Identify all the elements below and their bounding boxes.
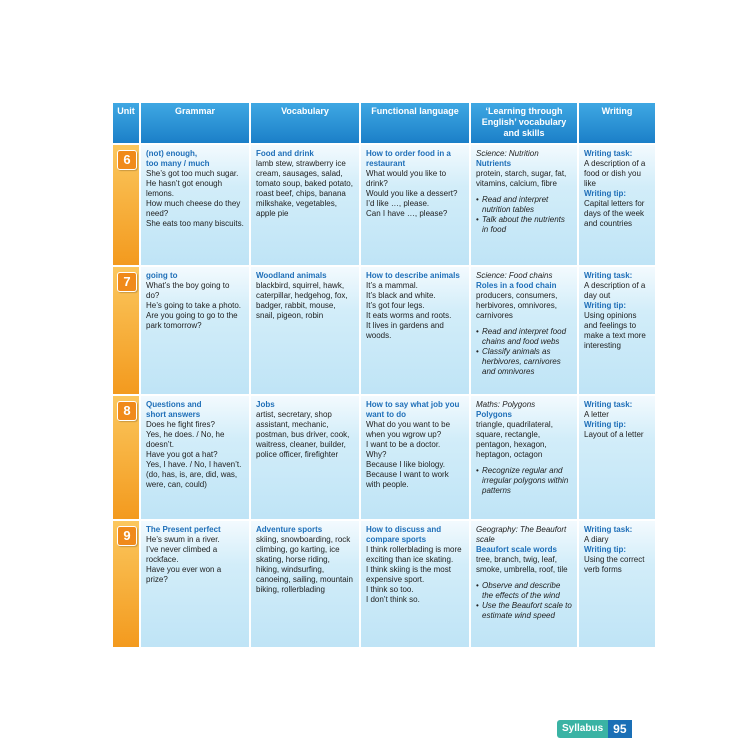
subject-label: Science: Food chains (476, 271, 553, 280)
subject-label: Maths: Polygons (476, 400, 536, 409)
page-number: 95 (608, 720, 631, 738)
functional-line: I think rollerblading is more exciting than ice skating. (366, 545, 462, 564)
grammar-heading: The Present perfect (146, 525, 221, 534)
page-footer (557, 720, 632, 738)
vocabulary-words: blackbird, squirrel, hawk, caterpillar, hedgehog, fox, badger, rabbit, mouse, snail, pigeon, robin (256, 281, 348, 320)
grammar-example: Are you going to go to the park tomorrow? (146, 311, 238, 330)
grammar-example: Yes, he does. / No, he doesn’t. (146, 430, 225, 449)
functional-heading: How to discuss and compare sports (366, 525, 442, 544)
functional-line: I think skiing is the most expensive sport. (366, 565, 451, 584)
grammar-cell (141, 145, 249, 265)
subject-label: Geography: The Beaufort scale (476, 525, 567, 544)
functional-cell (361, 145, 469, 265)
grammar-example: He’s going to take a photo. (146, 301, 242, 310)
grammar-heading: too many / much (146, 159, 210, 168)
vocabulary-heading: Adventure sports (256, 525, 323, 534)
learning-cell: Geography: The Beaufort scale Beaufort scale words tree, branch, twig, leaf, smoke, umbrella, roof, tile • Observe and describe the effects of the wind • Use the Beaufort scale to estimate wind speed (471, 521, 577, 647)
vocabulary-words: lamb stew, strawberry ice cream, sausages, salad, tomato soup, baked potato, roast beef, chips, banana milkshake, vegetables, apple pie (256, 159, 353, 218)
skill-bullet: Use the Beaufort scale to estimate wind speed (482, 601, 572, 620)
writing-task: A description of a day out (584, 281, 646, 300)
grammar-example: Does he fight fires? (146, 420, 215, 429)
grammar-heading: short answers (146, 410, 201, 419)
learning-heading: Polygons (476, 410, 513, 419)
grammar-example: Have you ever won a prize? (146, 565, 222, 584)
functional-line: I don’t think so. (366, 595, 420, 604)
grammar-example: (do, has, is, are, did, was, were, can, could) (146, 470, 238, 489)
functional-line: I think so too. (366, 585, 414, 594)
writing-tip-label: Writing tip: (584, 189, 627, 198)
writing-tip: Layout of a letter (584, 430, 644, 439)
unit-number-badge: 7 (117, 272, 137, 292)
grammar-heading: (not) enough, (146, 149, 198, 158)
grammar-example: She’s got too much sugar. (146, 169, 239, 178)
writing-cell (579, 267, 655, 394)
functional-line: It’s a mammal. (366, 281, 418, 290)
vocabulary-words: artist, secretary, shop assistant, mechanic, postman, bus driver, cook, waitress, cleaner, builder, police officer, firefighter (256, 410, 350, 459)
grammar-cell (141, 396, 249, 519)
learning-words: producers, consumers, herbivores, omnivores, carnivores (476, 291, 558, 320)
vocabulary-cell (251, 145, 359, 265)
header-functional-language: Functional language (361, 103, 469, 143)
writing-task-label: Writing task: (584, 400, 633, 409)
writing-tip-label: Writing tip: (584, 301, 627, 310)
section-label: Syllabus (557, 720, 608, 738)
functional-line: Why? (366, 450, 387, 459)
functional-line: It eats worms and roots. (366, 311, 452, 320)
header-writing: Writing (579, 103, 655, 143)
functional-line: It’s black and white. (366, 291, 436, 300)
writing-tip-label: Writing tip: (584, 420, 627, 429)
grammar-example: Have you got a hat? (146, 450, 218, 459)
writing-cell (579, 521, 655, 647)
skill-bullet: Observe and describe the effects of the wind (482, 581, 561, 600)
functional-line: It lives in gardens and woods. (366, 321, 444, 340)
grammar-example: I’ve never climbed a rockface. (146, 545, 218, 564)
functional-heading: How to order food in a restaurant (366, 149, 451, 168)
header-unit: Unit (113, 103, 139, 143)
header-learning-through-english: ‘Learning through English’ vocabulary and skills (471, 103, 577, 143)
header-vocabulary: Vocabulary (251, 103, 359, 143)
functional-heading: How to say what job you want to do (366, 400, 460, 419)
learning-cell: Science: Food chains Roles in a food chain producers, consumers, herbivores, omnivores, carnivores • Read and interpret food chains and food webs • Classify animals as herbivores, carnivores and omnivores (471, 267, 577, 394)
functional-line: What would you like to drink? (366, 169, 447, 188)
functional-line: Can I have …, please? (366, 209, 448, 218)
functional-line: It’s got four legs. (366, 301, 425, 310)
writing-cell (579, 145, 655, 265)
unit-number-badge: 9 (117, 526, 137, 546)
grammar-example: How much cheese do they need? (146, 199, 241, 218)
functional-line: Because I like biology. (366, 460, 446, 469)
header-grammar: Grammar (141, 103, 249, 143)
grammar-example: Yes, I have. / No, I haven’t. (146, 460, 242, 469)
writing-task: A letter (584, 410, 609, 419)
vocabulary-heading: Jobs (256, 400, 275, 409)
vocabulary-cell (251, 267, 359, 394)
writing-task-label: Writing task: (584, 271, 633, 280)
writing-tip-label: Writing tip: (584, 545, 627, 554)
subject-label: Science: Nutrition (476, 149, 539, 158)
learning-words: tree, branch, twig, leaf, smoke, umbrella, roof, tile (476, 555, 568, 574)
vocabulary-heading: Woodland animals (256, 271, 327, 280)
grammar-example: She eats too many biscuits. (146, 219, 244, 228)
learning-cell: Maths: Polygons Polygons triangle, quadrilateral, square, rectangle, pentagon, hexagon, heptagon, octagon • Recognize regular and irregular polygons within patterns (471, 396, 577, 519)
learning-words: triangle, quadrilateral, square, rectangle, pentagon, hexagon, heptagon, octagon (476, 420, 553, 459)
unit-cell (113, 145, 139, 265)
functional-line: I want to be a doctor. (366, 440, 441, 449)
vocabulary-heading: Food and drink (256, 149, 314, 158)
grammar-example: He’s swum in a river. (146, 535, 220, 544)
unit-cell (113, 521, 139, 647)
functional-cell (361, 396, 469, 519)
functional-line: Would you like a dessert? (366, 189, 458, 198)
writing-tip: Using the correct verb forms (584, 555, 645, 574)
grammar-heading: Questions and (146, 400, 202, 409)
vocabulary-words: skiing, snowboarding, rock climbing, go karting, ice skating, horse riding, hiking, windsurfing, canoeing, sailing, mountain biking, rollerblading (256, 535, 353, 594)
skill-bullet: Read and interpret food chains and food webs (482, 327, 567, 346)
skill-bullet: Talk about the nutrients in food (482, 215, 565, 234)
unit-cell (113, 396, 139, 519)
writing-task-label: Writing task: (584, 149, 633, 158)
writing-task: A description of a food or dish you like (584, 159, 646, 188)
skill-bullet: Read and interpret nutrition tables (482, 195, 549, 214)
grammar-cell (141, 267, 249, 394)
learning-heading: Beaufort scale words (476, 545, 557, 554)
grammar-heading: going to (146, 271, 178, 280)
grammar-example: What’s the boy going to do? (146, 281, 230, 300)
syllabus-table (113, 103, 645, 643)
vocabulary-cell (251, 396, 359, 519)
vocabulary-cell (251, 521, 359, 647)
unit-number-badge: 8 (117, 401, 137, 421)
skill-bullet: Classify animals as herbivores, carnivores and omnivores (482, 347, 561, 376)
writing-tip: Capital letters for days of the week and countries (584, 199, 645, 228)
functional-line: Because I want to work with people. (366, 470, 449, 489)
skill-bullet: Recognize regular and irregular polygons within patterns (482, 466, 569, 495)
unit-cell (113, 267, 139, 394)
learning-heading: Nutrients (476, 159, 512, 168)
functional-cell (361, 521, 469, 647)
learning-words: protein, starch, sugar, fat, vitamins, calcium, fibre (476, 169, 567, 188)
unit-number-badge: 6 (117, 150, 137, 170)
functional-line: I’d like …, please. (366, 199, 430, 208)
grammar-cell (141, 521, 249, 647)
functional-cell (361, 267, 469, 394)
learning-heading: Roles in a food chain (476, 281, 557, 290)
functional-heading: How to describe animals (366, 271, 460, 280)
writing-task-label: Writing task: (584, 525, 633, 534)
learning-cell: Science: Nutrition Nutrients protein, starch, sugar, fat, vitamins, calcium, fibre • Read and interpret nutrition tables • Talk about the nutrients in food (471, 145, 577, 265)
functional-line: What do you want to be when you wgrow up? (366, 420, 451, 439)
writing-task: A diary (584, 535, 609, 544)
writing-tip: Using opinions and feelings to make a text more interesting (584, 311, 646, 350)
grammar-example: He hasn’t got enough lemons. (146, 179, 223, 198)
writing-cell (579, 396, 655, 519)
